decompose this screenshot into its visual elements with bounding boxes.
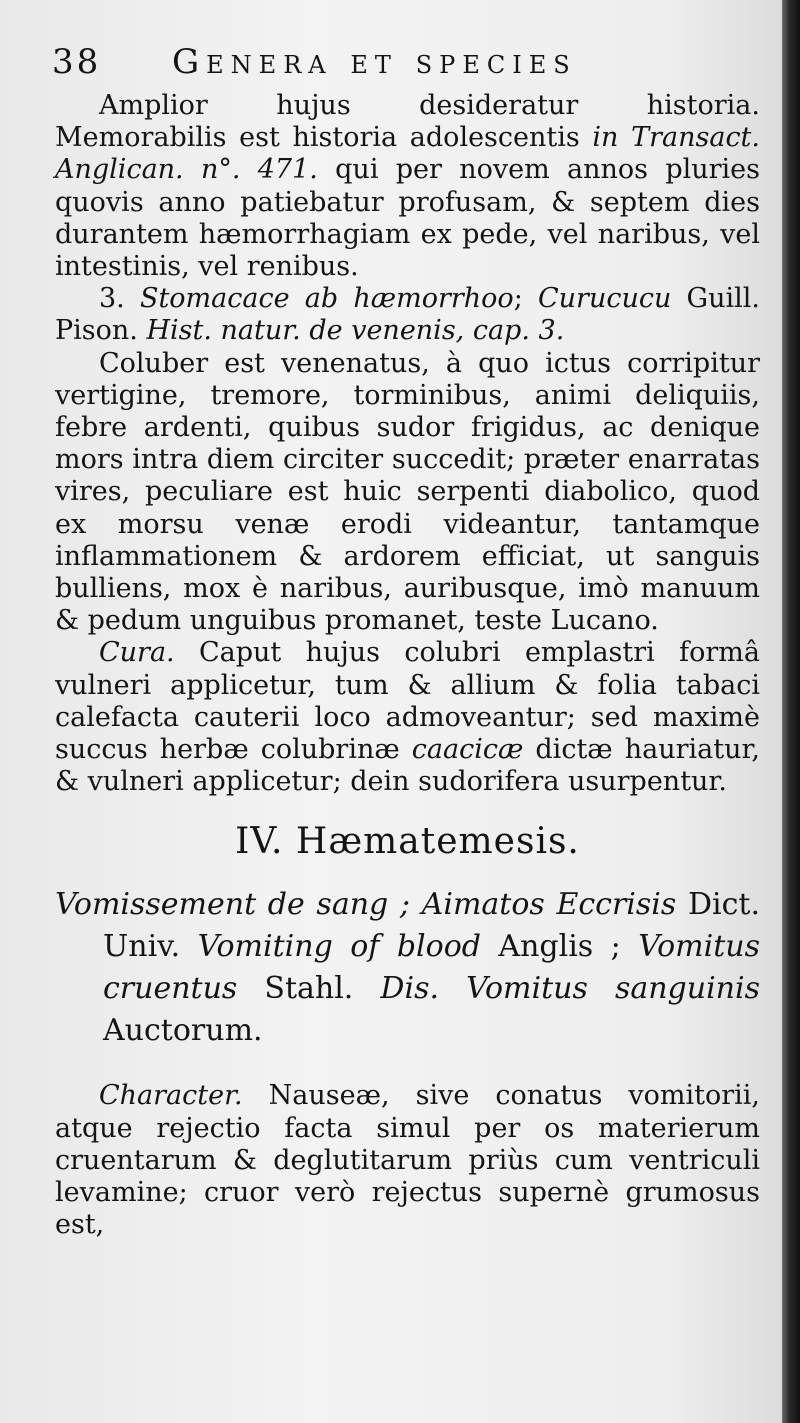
text-span: Amplior hujus desideratur historia. Memorabilis est historia adolescentis: [55, 90, 760, 154]
species-name: Stomacace ab hæmorrhoo: [139, 283, 514, 315]
synonyms-block: [55, 884, 760, 1052]
local-name: Curucucu: [537, 283, 672, 315]
herb-name: caacicæ: [411, 734, 524, 766]
paragraph-character: [55, 1080, 760, 1241]
page-number: 38: [52, 42, 102, 82]
text-span: Stahl.: [237, 971, 381, 1007]
paragraph-species-3: [55, 283, 760, 347]
paragraph-cura: [55, 637, 760, 798]
text-span: Nauseæ, sive conatus vomitorii, atque rejectio facta simul per os materierum cruentarum & deglutitarum priùs cum ventriculi levamine; cruor verò rejectus supernè grumosus est,: [55, 1080, 760, 1241]
dissertation-name: Dis. Vomitus sanguinis: [380, 971, 760, 1007]
page-body: [55, 90, 760, 1241]
section-heading: IV. Hæmatemesis.: [235, 821, 580, 863]
page-header: [52, 42, 752, 92]
species-number: 3.: [99, 283, 140, 315]
text-span: dictæ hauriatur, & vulneri applicetur; dein sudorifera usurpentur.: [55, 734, 760, 798]
text-span: Caput hujus colubri emplastri formâ vulneri applicetur, tum & allium & folia tabaci calefacta cauterii loco admoveantur; sed maximè succus herbæ colubrinæ: [55, 637, 760, 766]
text-span: ;: [513, 283, 538, 315]
text-span: Auctorum.: [103, 1013, 263, 1049]
character-label: Character.: [99, 1080, 243, 1112]
book-gutter: [782, 0, 800, 1423]
cura-label: Cura.: [99, 637, 175, 669]
running-title: Genera et species: [172, 42, 577, 82]
text-span: Guill. Pison.: [55, 283, 760, 347]
text-span: Dict. Univ.: [103, 887, 761, 965]
latin-name: Vomitus cruentus: [103, 929, 760, 1007]
citation: Hist. natur. de venenis, cap. 3.: [146, 315, 565, 347]
paragraph-history: [55, 90, 760, 283]
text-span: Anglis ;: [480, 929, 639, 965]
english-name: Vomiting of blood: [197, 929, 481, 965]
paragraph-description: Coluber est venenatus, à quo ictus corripitur vertigine, tremore, torminibus, animi deliquiis, febre ardenti, quibus sudor frigidus, ac denique mors intra diem circiter succedit; præter enarratas vires, peculiare est huic serpenti diabolico, quod ex morsu venæ erodi videantur, tantamque inflammationem & ardorem efficiat, ut sanguis bulliens, mox è naribus, auribusque, imò manuum & pedum unguibus promanet, teste Lucano.: [55, 347, 760, 637]
text-span: qui per novem annos pluries quovis anno patiebatur profusam, & septem dies durantem hæmorrhagiam ex pede, vel naribus, vel intestinis, vel renibus.: [55, 154, 760, 283]
citation: in Transact. Anglican. n°. 471.: [55, 122, 760, 186]
french-name: Vomissement de sang ; Aimatos Eccrisis: [55, 887, 677, 923]
